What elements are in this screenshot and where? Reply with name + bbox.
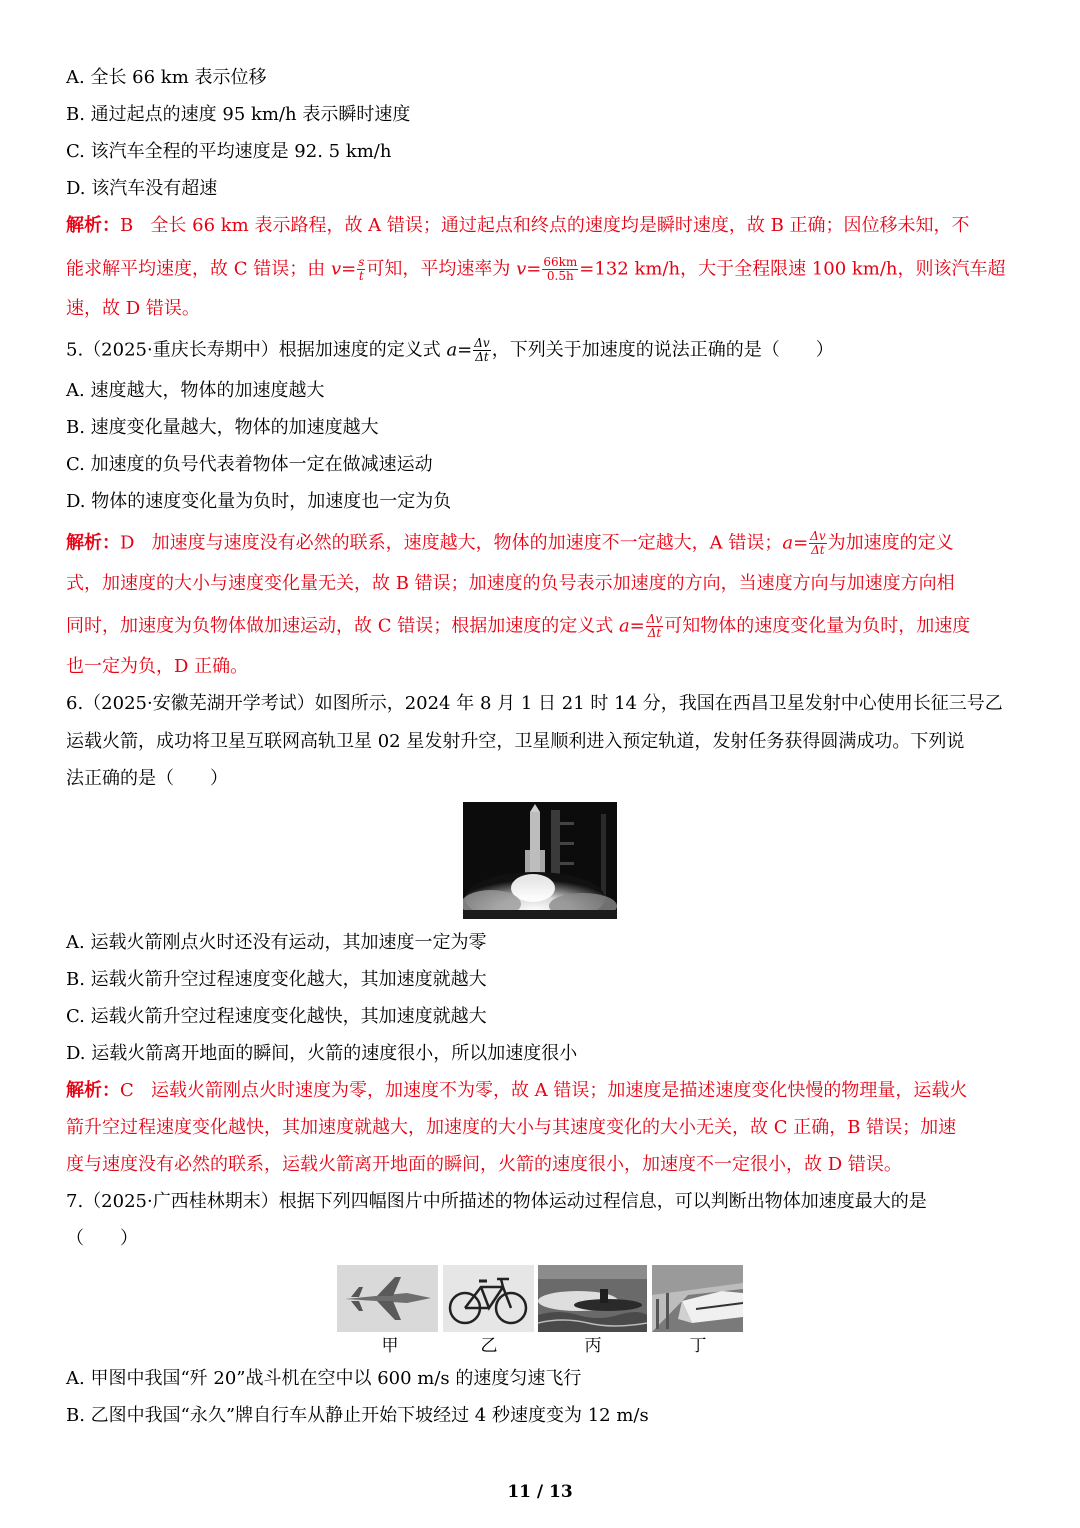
q4-solution-line3: 速，故 D 错误。 [66, 298, 200, 319]
submarine-picture [538, 1265, 647, 1332]
solution-label: 解析： [66, 532, 120, 554]
q5-option-b: B. 速度变化量越大，物体的加速度越大 [66, 417, 379, 438]
solution-answer: B [120, 215, 134, 236]
solution-text: 加速度与速度没有必然的联系，速度越大，物体的加速度不一定越大，A 错误； [151, 532, 783, 554]
page-number: 11 / 13 [507, 1482, 573, 1502]
q6-solution-line3: 度与速度没有必然的联系，运载火箭离开地面的瞬间，火箭的速度很小，加速度不一定很小，故 D 错误。 [66, 1154, 902, 1175]
high-speed-train-picture [652, 1265, 743, 1332]
fraction-numerator: 66km [543, 255, 578, 269]
q4-option-b: B. 通过起点的速度 95 km/h 表示瞬时速度 [66, 104, 411, 125]
q6-solution-line2: 箭升空过程速度变化越快，其加速度就越大，加速度的大小与其速度变化的大小无关，故 C 正确，B 错误；加速 [66, 1117, 957, 1138]
q5-option-d: D. 物体的速度变化量为负时，加速度也一定为负 [66, 491, 452, 512]
solution-label: 解析： [66, 215, 120, 236]
q6-option-c: C. 运载火箭升空过程速度变化越快，其加速度就越大 [66, 1006, 487, 1027]
solution-text: =132 km/h，大于全程限速 100 km/h，则该汽车超 [579, 258, 1006, 280]
caption-jia: 甲 [381, 1336, 399, 1356]
formula-fraction [542, 256, 578, 283]
q6-stem-line2: 运载火箭，成功将卫星互联网高轨卫星 02 星发射升空，卫星顺利进入预定轨道，发射任务获得圆满成功。下列说 [66, 731, 965, 752]
bicycle-picture [443, 1265, 534, 1332]
formula-a: a [618, 615, 630, 637]
solution-answer: C [120, 1080, 134, 1101]
q7-option-a: A. 甲图中我国“歼 20”战斗机在空中以 600 m/s 的速度匀速飞行 [66, 1368, 582, 1389]
question-text: ，下列关于加速度的说法正确的是（ ） [491, 339, 834, 361]
caption-yi: 乙 [480, 1336, 498, 1356]
solution-answer: D [120, 532, 135, 554]
q6-option-b: B. 运载火箭升空过程速度变化越大，其加速度就越大 [66, 969, 487, 990]
caption-ding: 丁 [689, 1336, 707, 1356]
solution-text: 同时，加速度为负物体做加速运动，故 C 错误；根据加速度的定义式 [66, 615, 619, 637]
q4-option-a: A. 全长 66 km 表示位移 [66, 67, 267, 88]
q7-stem-line1: 7.（2025·广西桂林期末）根据下列四幅图片中所描述的物体运动过程信息，可以判断出物体加速度最大的是 [66, 1191, 927, 1212]
formula-v: v [330, 258, 342, 280]
solution-text: 能求解平均速度，故 C 错误；由 [66, 258, 331, 280]
high-speed-train-image [652, 1265, 743, 1332]
q5-stem: 5.（2025·重庆长寿期中）根据加速度的定义式 a= $\frac{\Delta v}{\Delta t}$ ，下列关于加速度的说法正确的是（ ） [66, 336, 834, 364]
formula-dv-over-dt: $\frac{\Delta v}{\Delta t}$ [646, 612, 663, 640]
q6-option-d: D. 运载火箭离开地面的瞬间，火箭的速度很小，所以加速度很小 [66, 1043, 578, 1064]
rocket-launch-picture [463, 802, 617, 919]
q6-solution-line1 [66, 1079, 967, 1103]
q5-solution-line4: 也一定为负，D 正确。 [66, 656, 249, 677]
formula-a: a [782, 532, 794, 554]
question-text: 5.（2025·重庆长寿期中）根据加速度的定义式 [66, 339, 447, 361]
q4-option-c: C. 该汽车全程的平均速度是 92. 5 km/h [66, 141, 392, 162]
q5-option-c: C. 加速度的负号代表着物体一定在做减速运动 [66, 454, 433, 475]
formula-s-over-t: $\frac{s}{t}$ [358, 255, 365, 283]
formula-dv-over-dt: $\frac{\Delta v}{\Delta t}$ [474, 336, 490, 364]
q4-solution-line2: 能求解平均速度，故 C 错误；由 v= $\frac{s}{t}$ 可知，平均速率为 v= $\frac{66km}{0.5h}$ =132 km/h，大于全程限速 100 km/h，则该汽车超 [66, 255, 1006, 283]
q7-option-b: B. 乙图中我国“永久”牌自行车从静止开始下坡经过 4 秒速度变为 12 m/s [66, 1405, 649, 1426]
fraction-denominator: 0.5h [546, 269, 574, 283]
solution-label: 解析： [66, 1080, 120, 1101]
q5-solution-line1: 解析：D 加速度与速度没有必然的联系，速度越大，物体的加速度不一定越大，A 错误；a= $\frac{\Delta v}{\Delta t}$ 为加速度的定义 [66, 529, 954, 557]
solution-text: 可知，平均速率为 [366, 258, 517, 280]
q5-solution-line2: 式，加速度的大小与速度变化量无关，故 B 错误；加速度的负号表示加速度的方向，当速度方向与加速度方向相 [66, 573, 955, 594]
fighter-jet-image [337, 1265, 438, 1332]
solution-text: 可知物体的速度变化量为负时，加速度 [664, 615, 971, 637]
formula-a: a [446, 339, 458, 361]
caption-bing: 丙 [584, 1336, 602, 1356]
solution-text: 全长 66 km 表示路程，故 A 错误；通过起点和终点的速度均是瞬时速度，故 B 正确；因位移未知，不 [150, 215, 970, 236]
q6-stem-line3: 法正确的是（ ） [66, 768, 228, 789]
fighter-jet-picture [337, 1265, 438, 1332]
formula-dv-over-dt: $\frac{\Delta v}{\Delta t}$ [810, 529, 826, 557]
q6-option-a: A. 运载火箭刚点火时还没有运动，其加速度一定为零 [66, 932, 487, 953]
bicycle-image [443, 1265, 534, 1332]
q4-option-d: D. 该汽车没有超速 [66, 178, 218, 199]
q7-stem-line2: （ ） [66, 1228, 138, 1249]
solution-text: 为加速度的定义 [827, 532, 954, 554]
q4-solution-line1 [66, 214, 970, 238]
solution-text: 运载火箭刚点火时速度为零，加速度不为零，故 A 错误；加速度是描述速度变化快慢的物理量，运载火 [150, 1080, 968, 1101]
q6-stem-line1: 6.（2025·安徽芜湖开学考试）如图所示，2024 年 8 月 1 日 21 时 14 分，我国在西昌卫星发射中心使用长征三号乙 [66, 693, 1003, 714]
submarine-image [538, 1265, 647, 1332]
rocket-launch-image [463, 802, 617, 919]
q5-solution-line3: 同时，加速度为负物体做加速运动，故 C 错误；根据加速度的定义式 a= $\frac{\Delta v}{\Delta t}$ 可知物体的速度变化量为负时，加速度 [66, 612, 971, 640]
q5-option-a: A. 速度越大，物体的加速度越大 [66, 380, 325, 401]
formula-v: v [516, 258, 527, 280]
